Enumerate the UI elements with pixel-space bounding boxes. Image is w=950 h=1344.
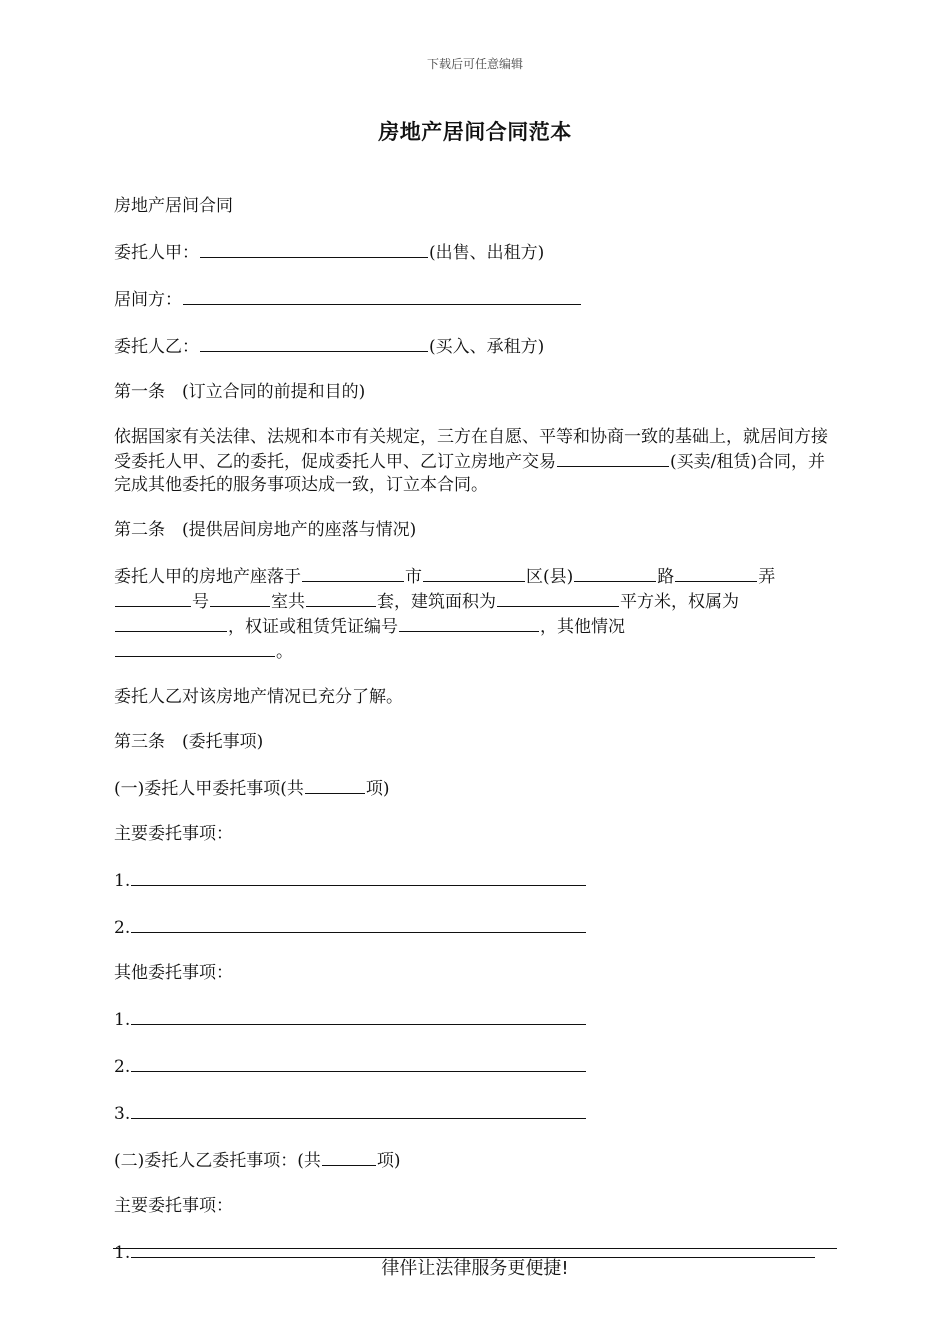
room-label: 室共: [271, 592, 305, 612]
intermediary-label: 居间方：: [114, 290, 182, 310]
item-number: 2.: [114, 1057, 131, 1077]
party-b-understood: 委托人乙对该房地产情况已充分了解。: [114, 687, 403, 707]
party-b-blank[interactable]: [200, 334, 428, 352]
location-text: 委托人甲的房地产座落于: [114, 567, 301, 587]
intermediary-line: [114, 287, 836, 312]
other-item-1: [114, 1007, 836, 1032]
ownership-label: 平方米，权属为: [620, 592, 739, 612]
article1-heading: 第一条 (订立合同的前提和目的): [114, 382, 366, 402]
other-item-2-blank[interactable]: [131, 1054, 586, 1072]
main-item-1-blank[interactable]: [131, 868, 586, 886]
lane-blank[interactable]: [675, 564, 757, 582]
room-blank[interactable]: [210, 589, 270, 607]
party-b-line: [114, 334, 836, 359]
city-blank[interactable]: [302, 564, 404, 582]
article1-text-2: (买卖/租赁)合同，并完成其他委托的服务事项达成一致，订立本合同。: [114, 452, 825, 495]
other-info-blank[interactable]: [115, 639, 275, 657]
certificate-blank[interactable]: [399, 614, 539, 632]
main-item-1: [114, 868, 836, 893]
party-a-blank[interactable]: [200, 240, 428, 258]
footer-slogan: 律伴让法律服务更便捷!: [381, 1258, 569, 1279]
other-item-1-blank[interactable]: [131, 1007, 586, 1025]
area-blank[interactable]: [497, 589, 619, 607]
intermediary-blank[interactable]: [183, 287, 581, 305]
contract-body: [114, 195, 836, 1287]
party-b-items-count-blank[interactable]: [322, 1148, 376, 1166]
main-items-label-b: 主要委托事项：: [114, 1196, 233, 1216]
other-items-label: 其他委托事项：: [114, 963, 233, 983]
other-item-3: [114, 1101, 836, 1126]
road-label: 路: [657, 567, 675, 587]
footer-divider: [113, 1248, 837, 1249]
item-number: 1.: [114, 1010, 131, 1030]
units-blank[interactable]: [306, 589, 376, 607]
party-a-items-count: [114, 776, 836, 801]
district-label: 区(县): [526, 567, 574, 587]
document-title: 房地产居间合同范本: [378, 120, 572, 144]
items-suffix: 项): [376, 1151, 401, 1171]
number-blank[interactable]: [115, 589, 191, 607]
item-number: 1.: [114, 871, 131, 891]
header-note: 下载后可任意编辑: [426, 57, 523, 71]
items-suffix: 项): [365, 779, 390, 799]
other-info-label: ，其他情况: [540, 617, 625, 637]
road-blank[interactable]: [574, 564, 656, 582]
other-item-3-blank[interactable]: [131, 1101, 586, 1119]
item-number: 1.: [114, 1243, 131, 1263]
doc-name: 房地产居间合同: [114, 196, 233, 216]
area-label: 套，建筑面积为: [377, 592, 496, 612]
party-b-items-label: (二)委托人乙委托事项：(共: [114, 1151, 321, 1171]
certificate-label: ，权证或租赁凭证编号: [228, 617, 398, 637]
other-item-2: [114, 1054, 836, 1079]
article3-heading: 第三条 (委托事项): [114, 732, 264, 752]
party-a-items-count-blank[interactable]: [305, 776, 365, 794]
main-items-label: 主要委托事项：: [114, 824, 233, 844]
party-b-label: 委托人乙：: [114, 337, 199, 357]
number-label: 号: [192, 592, 209, 612]
lane-label: 弄: [758, 567, 776, 587]
item-number: 2.: [114, 918, 131, 938]
city-label: 市: [405, 567, 422, 587]
property-location: [114, 564, 836, 664]
main-item-2: [114, 915, 836, 940]
item-number: 3.: [114, 1104, 131, 1124]
district-blank[interactable]: [423, 564, 525, 582]
party-a-line: [114, 240, 836, 265]
period-mark: 。: [276, 642, 293, 662]
article1-text-1: 依据国家有关法律、法规和本市有关规定，三方在自愿、平等和协商一致的基础上，就居间方接受委托人甲、乙的委托，促成委托人甲、乙订立房地产交易: [114, 427, 828, 472]
party-b-role: (买入、承租方): [429, 337, 545, 357]
main-item-2-blank[interactable]: [131, 915, 586, 933]
ownership-blank[interactable]: [115, 614, 227, 632]
transaction-type-blank[interactable]: [557, 449, 669, 467]
party-a-items-label: (一)委托人甲委托事项(共: [114, 779, 304, 799]
party-a-role: (出售、出租方): [429, 243, 545, 263]
article2-heading: 第二条 (提供居间房地产的座落与情况): [114, 520, 417, 540]
party-b-items-count: [114, 1148, 836, 1173]
article1-text: [114, 426, 836, 497]
party-a-label: 委托人甲：: [114, 243, 199, 263]
